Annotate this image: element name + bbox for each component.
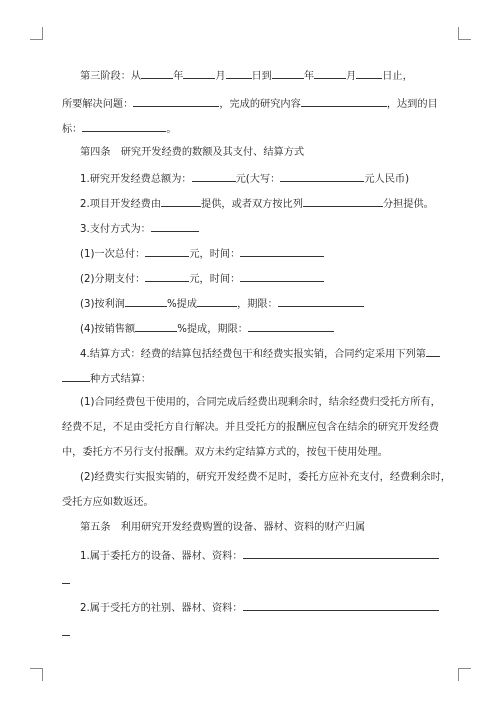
pay1-line [80,246,324,262]
prop2-cont [62,625,70,641]
goal-end-mark: 。 [166,124,177,135]
item4-text: 4.结算方式：经费的结算包括经费包干和经费实报实销，合同约定采用下列第 [80,349,426,360]
blank-prop2-cont[interactable] [62,625,70,636]
item1-unit: 元(大写： [235,174,281,185]
blank-goal[interactable] [82,121,166,132]
pay3-line [80,296,364,312]
prop2-label: 2.属于受托方的社别、器材、资料： [80,603,243,614]
blank-prop1-cont[interactable] [62,573,70,584]
settle2-line1: (2)经费实行实报实销的，研究开发经费不足时，委托方应补充支付，经费剩余时， [80,472,451,483]
item2-end: 分担提供。 [382,199,434,210]
blank-pay1-time[interactable] [240,246,324,257]
stage3-label: 第三阶段：从 [80,71,142,82]
month1-label: 月 [215,71,226,82]
item4b-text: 种方式结算： [90,374,152,385]
prop1-cont [62,573,70,589]
pay1-unit: 元，时间： [189,249,241,260]
pay3-mid: %提成 [167,299,198,310]
corner-mark-top-left [30,27,43,40]
pay2-unit: 元，时间： [189,274,241,285]
pay4-line [80,321,334,337]
goal-line [62,121,177,137]
blank-pay3-term[interactable] [278,296,364,307]
blank-pay4-term[interactable] [248,321,334,332]
pay4-mid: %提成，期限： [177,324,248,335]
stage3-line [80,68,413,84]
corner-mark-top-right [458,27,471,40]
pay4-label: (4)按销售额 [80,324,136,335]
blank-total[interactable] [192,171,236,182]
blank-pay3-percent[interactable] [125,296,167,307]
corner-mark-bottom-left [30,668,43,681]
blank-day2[interactable] [356,68,382,79]
prop1-line [80,548,439,564]
pay2-line [80,271,324,287]
blank-prop2[interactable] [243,600,439,611]
blank-year1[interactable] [141,68,173,79]
blank-content[interactable] [301,96,387,107]
blank-year2[interactable] [272,68,304,79]
blank-month1[interactable] [183,68,215,79]
blank-settle-choice[interactable] [426,346,440,357]
blank-month2[interactable] [314,68,346,79]
item1-line [80,171,409,187]
settle2-line2: 受托方应如数返还。 [62,497,154,508]
pay3-end: ，期限： [237,299,278,310]
blank-pay4-percent[interactable] [135,321,177,332]
blank-problems[interactable] [133,96,219,107]
content-label: ，完成的研究内容 [219,99,301,110]
corner-mark-bottom-right [458,668,471,681]
item1-label: 1.研究开发经费总额为： [80,174,192,185]
item3-line [80,221,199,237]
blank-provider[interactable] [161,196,201,207]
blank-prop1[interactable] [243,548,439,559]
item4b-line [62,371,151,387]
settle1-line3: 中，委托方不另行支付报酬。双方未约定结算方式的，按包干使用处理。 [62,447,388,458]
blank-total-words[interactable] [280,171,364,182]
blank-pay1-amount[interactable] [145,246,189,257]
year1-label: 年 [173,71,184,82]
settle1-line2: 经费不足，不足由受托方自行解决。并且受托方的报酬应包含在结余的研究开发经费 [62,422,439,433]
prop1-label: 1.属于委托方的设备、器材、资料： [80,551,243,562]
problems-label: 所要解决问题： [62,99,134,110]
item3-label: 3.支付方式为： [80,224,151,235]
pay2-label: (2)分期支付： [80,274,146,285]
blank-pay3-extra[interactable] [197,296,237,307]
blank-pay2-time[interactable] [240,271,324,282]
settle1-line1: (1)合同经费包干使用的，合同完成后经费出现剩余时，结余经费归受托方所有， [80,397,441,408]
pay3-label: (3)按利润 [80,299,125,310]
year2-label: 年 [303,71,315,82]
item1-end: 元人民币) [364,174,410,185]
month2-label: 月 [346,71,357,82]
item4-line [80,346,440,362]
blank-payment-method[interactable] [151,221,199,232]
item2-line [80,196,434,212]
goal-end-label: 标： [62,124,83,135]
blank-pay2-amount[interactable] [145,271,189,282]
goal-label: ，达到的目 [386,99,438,110]
blank-ratio[interactable] [303,196,383,207]
prop2-line [80,600,439,616]
day-end-label: 日止， [382,71,413,82]
article4-title: 第四条 研究开发经费的数额及其支付、结算方式 [80,147,305,158]
article5-title: 第五条 利用研究开发经费购置的设备、器材、资料的财产归属 [80,522,366,533]
blank-settle-choice-cont[interactable] [62,371,90,382]
day-to-label: 日到 [251,71,272,82]
item2-label: 2.项目开发经费由 [80,199,162,210]
blank-day1[interactable] [226,68,252,79]
item2-mid: 提供，或者双方按比列 [201,199,303,210]
problems-line [62,96,438,112]
pay1-label: (1)一次总付： [80,249,146,260]
